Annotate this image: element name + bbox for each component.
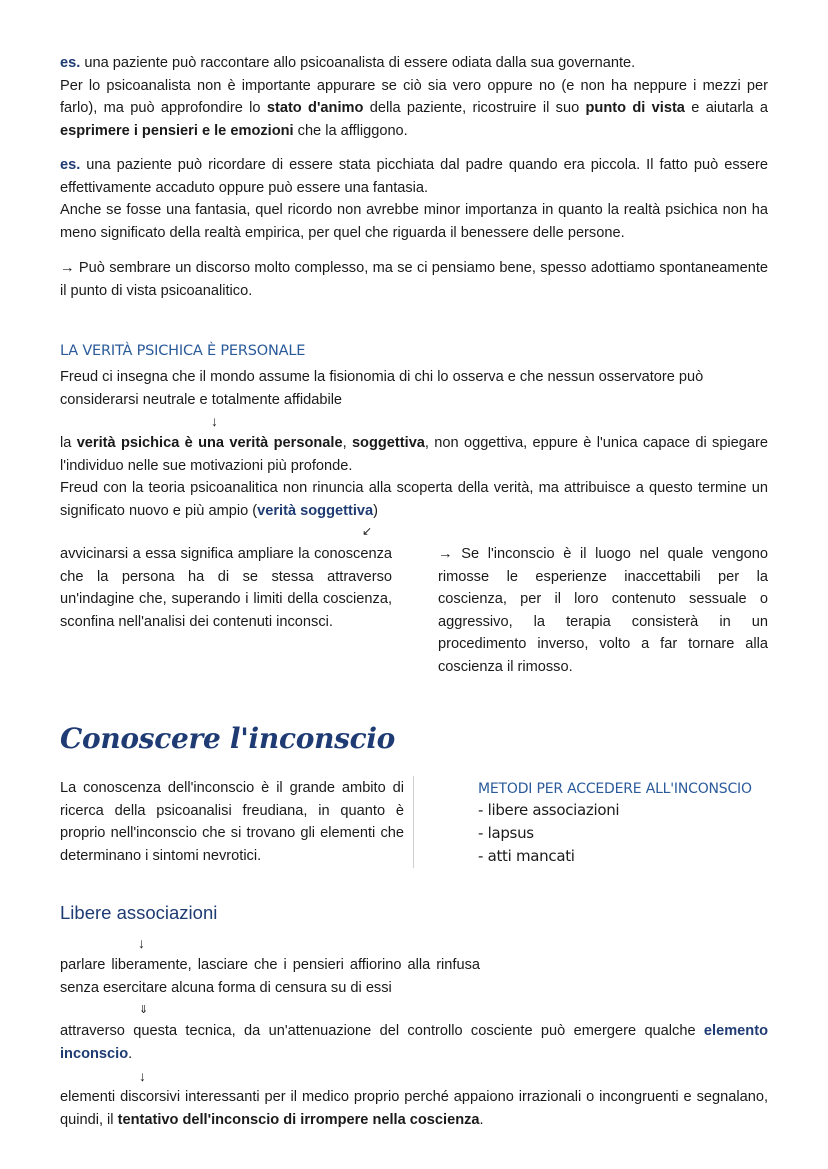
example-2: es. una paziente può ricordare di essere stata picchiata dal padre quando era piccola. Il fatto può essere effettivamente accaduto oppure può essere una fantasia. Anche se fosse una fantasia, quel ricordo non avrebbe minor importanza in quanto la realtà psichica non ha meno significato della realtà empirica, per quel che riguarda il benessere delle persone.: [60, 154, 768, 244]
column-right: → Se l'inconscio è il luogo nel quale vengono rimosse le esperienze inaccettabili per la coscienza, per il loro contenuto sessuale o aggressivo, la terapia consisterà in un procedimento inverso, volto a far tornare alla coscienza il rimosso.: [438, 546, 768, 675]
down-left-arrow-icon: ↙: [362, 524, 373, 538]
text-block: elementi discorsivi interessanti per il medico proprio perché appaiono irrazionali o incongruenti e segnalano, quindi, il tentativo dell'inconscio di irrompere nella coscienza.: [60, 1089, 768, 1128]
list-item: - lapsus: [478, 824, 534, 842]
example-paragraph: Anche se fosse una fantasia, quel ricordo non avrebbe minor importanza in quanto la realtà psichica non ha meno significato della realtà empirica, per quel che riguarda il benessere delle persone.: [60, 202, 768, 241]
bold-term: tentativo dell'inconscio di irrompere nella coscienza: [117, 1111, 480, 1128]
bold-term: soggettiva: [351, 435, 425, 451]
bold-term: punto di vista: [585, 100, 685, 116]
section-intro: Freud ci insegna che il mondo assume la fisionomia di chi lo osserva e che nessun osservatore può considerarsi neutrale e totalmente affidabile: [60, 369, 704, 408]
down-arrow-icon: ↓: [138, 935, 145, 951]
column-divider: [413, 776, 414, 868]
down-arrow-icon: ↓: [211, 413, 218, 429]
bold-term: verità psichica è una verità personale: [76, 435, 343, 451]
example-text: una paziente può raccontare allo psicoanalista di essere odiata dalla sua governante.: [80, 55, 636, 71]
bold-term: esprimere i pensieri e le emozioni: [60, 122, 294, 139]
example-paragraph: Per lo psicoanalista non è importante appurare se ciò sia vero oppure no (e non ha neppure i mezzi per farlo), ma può approfondire lo stato d'animo della paziente, ricostruire il suo punto di vista e aiutarla a esprimere i pensieri e le emozioni che la affliggono.: [60, 77, 768, 139]
methods-list: [478, 799, 619, 868]
double-down-arrow-icon: ⇓: [139, 1004, 149, 1016]
section-body: la verità psichica è una verità personale, soggettiva, non oggettiva, eppure è l'unica capace di spiegare l'individuo nelle sue motivazioni più profonde. Freud con la teoria psicoanalitica non rinuncia alla scoperta della verità, ma attribuisce a questo termine un significato nuovo e più ampio (verità soggettiva): [60, 435, 769, 519]
list-item: - libere associazioni: [478, 801, 620, 819]
down-arrow-icon: ↓: [139, 1068, 146, 1084]
column-left: avvicinarsi a essa significa ampliare la conoscenza che la persona ha di se stessa attraverso un'indagine che, superando i limiti della coscienza, sconfina nell'analisi dei contenuti inconsci.: [60, 546, 392, 630]
note-paragraph: → Può sembrare un discorso molto complesso, ma se ci pensiamo bene, spesso adottiamo spontaneamente il punto di vista psicoanalitico.: [60, 260, 768, 299]
example-label: es.: [60, 55, 81, 71]
example-1: [60, 52, 768, 142]
bold-term: stato d'animo: [266, 100, 364, 116]
section-heading: LA VERITÀ PSICHICA È PERSONALE: [60, 343, 306, 359]
methods-heading: METODI PER ACCEDERE ALL'INCONSCIO: [478, 781, 752, 797]
example-label: es.: [60, 157, 81, 173]
highlight-term: elemento inconscio: [60, 1023, 768, 1062]
text-block: parlare liberamente, lasciare che i pensieri affiorino alla rinfusa senza esercitare alcuna forma di censura su di essi: [60, 957, 480, 996]
list-item: - atti mancati: [478, 847, 575, 865]
subsection-title: Libere associazioni: [60, 902, 218, 923]
text-block: attraverso questa tecnica, da un'attenuazione del controllo cosciente può emergere qualche elemento inconscio.: [60, 1023, 768, 1062]
section-intro: La conoscenza dell'inconscio è il grande ambito di ricerca della psicoanalisi freudiana, in quanto è proprio nell'inconscio che si trovano gli elementi che determinano i sintomi nevrotici.: [60, 780, 404, 864]
highlight-term: verità soggettiva: [257, 502, 374, 519]
section-title: Conoscere l'inconscio: [60, 722, 396, 755]
